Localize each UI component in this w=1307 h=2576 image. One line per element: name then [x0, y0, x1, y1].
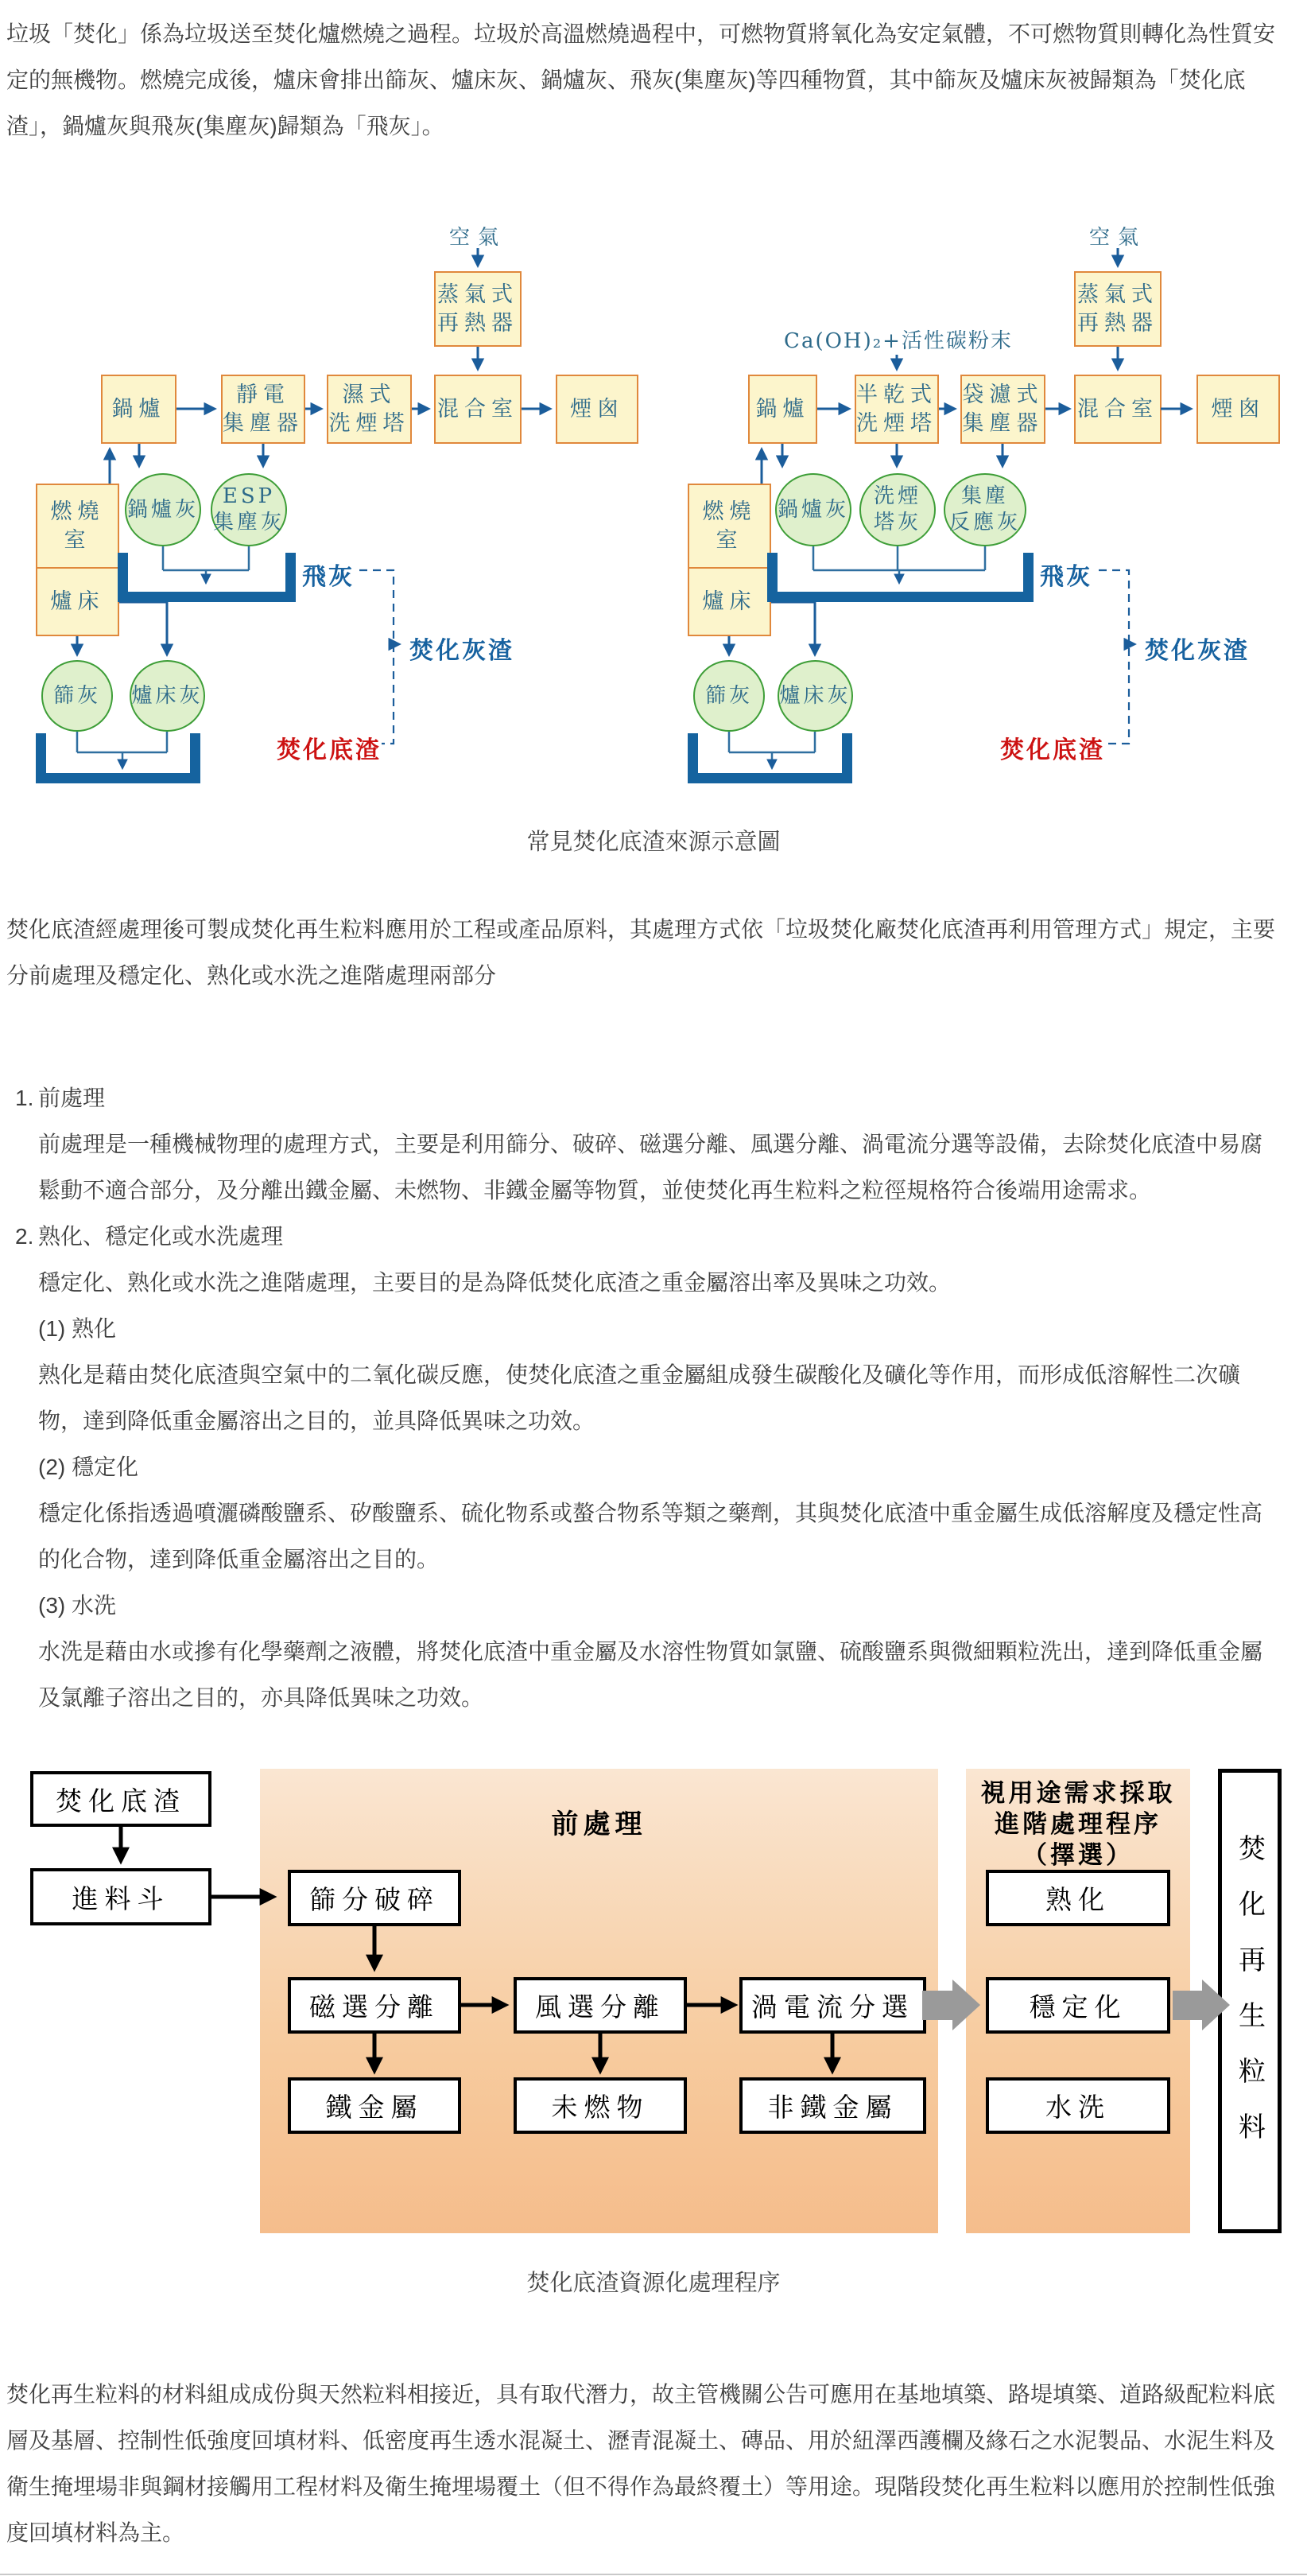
- circle-baghouse-ash-right: 集塵 反應灰: [944, 473, 1026, 546]
- sub-item-aging-label: (1) 熟化: [38, 1316, 117, 1341]
- bottom-ash-label-right: 焚化底渣: [1000, 736, 1105, 764]
- circle-scrubber-ash-right: 洗煙 塔灰: [859, 473, 936, 546]
- circle-sieve-ash-left: 篩灰: [41, 660, 113, 732]
- air-label-right: 空氣: [1088, 226, 1146, 250]
- box-reheater-left: 蒸氣式 再熱器: [434, 271, 522, 347]
- treatment-list: [0, 1075, 1307, 1721]
- list-item-number: 2.: [15, 1224, 34, 1249]
- circle-sieve-ash-right: 篩灰: [693, 660, 765, 732]
- sub-item-stabilization-body: 穩定化係指透過噴灑磷酸鹽系、矽酸鹽系、硫化物系或螯合物系等類之藥劑，其與焚化底渣中重金屬生成低溶解度及穩定性高的化合物，達到降低重金屬溶出之目的。: [38, 1501, 1263, 1572]
- box-boiler-left: 鍋爐: [101, 375, 176, 444]
- air-label-left: 空氣: [448, 226, 506, 250]
- combined-ash-label-left: 焚化灰渣: [409, 637, 514, 665]
- sub-item-washing-label: (3) 水洗: [38, 1593, 117, 1618]
- sub-item-stabilization-label: (2) 穩定化: [38, 1455, 139, 1479]
- box-combustion-right: 燃燒室: [688, 484, 771, 569]
- resource-process-diagram: [0, 1758, 1307, 2314]
- box-ferrous-metal: 鐵金屬: [288, 2077, 461, 2134]
- box-boiler-right: 鍋爐: [748, 375, 817, 444]
- box-reheater-right: 蒸氣式 再熱器: [1074, 271, 1162, 347]
- box-nonferrous-metal: 非鐵金屬: [739, 2077, 926, 2134]
- box-sieve-crush: 篩分破碎: [288, 1870, 461, 1926]
- box-wind-separation: 風選分離: [514, 1977, 687, 2034]
- list-item-body: 前處理是一種機械物理的處理方式，主要是利用篩分、破碎、磁選分離、風選分離、渦電流分選等設備，去除焚化底渣中易腐鬆動不適合部分，及分離出鐵金屬、未燃物、非鐵金屬等物質，並使焚化再生粒料之粒徑規格符合後端用途需求。: [38, 1132, 1263, 1203]
- circle-boiler-ash-left: 鍋爐灰: [125, 473, 201, 546]
- box-stack-right: 煙囪: [1196, 375, 1280, 444]
- box-magnetic-separation: 磁選分離: [288, 1977, 461, 2034]
- diagram2-caption: 焚化底渣資源化處理程序: [526, 2271, 781, 2296]
- list-item-body: 穩定化、熟化或水洗之進階處理，主要目的是為降低焚化底渣之重金屬溶出率及異味之功效。: [38, 1270, 952, 1295]
- diagram1-caption: 常見焚化底渣來源示意圖: [526, 830, 781, 855]
- box-feed-hopper: 進料斗: [30, 1868, 211, 1925]
- box-unburned: 未燃物: [514, 2077, 687, 2134]
- sub-item-washing-body: 水洗是藉由水或摻有化學藥劑之液體，將焚化底渣中重金屬及水溶性物質如氯鹽、硫酸鹽系與微細顆粒洗出，達到降低重金屬及氯離子溶出之目的，亦具降低異味之功效。: [38, 1639, 1263, 1710]
- box-eddy-current: 渦電流分選: [739, 1977, 926, 2034]
- fly-ash-label-right: 飛灰: [1040, 563, 1092, 591]
- box-baghouse-right: 袋濾式 集塵器: [960, 375, 1045, 444]
- box-mixing-room-left: 混合室: [434, 375, 522, 444]
- list-item-advanced: [0, 1214, 1264, 1721]
- fly-ash-label-left: 飛灰: [302, 563, 355, 591]
- box-recycled-aggregate: [1218, 1769, 1282, 2233]
- reagent-label-right: Ca(OH)₂+活性碳粉末: [784, 329, 1013, 353]
- box-esp-left: 靜電 集塵器: [221, 375, 305, 444]
- intro-paragraph: 垃圾「焚化」係為垃圾送至焚化爐燃燒之過程。垃圾於高溫燃燒過程中，可燃物質將氧化為安定氣體，不可燃物質則轉化為性質安定的無機物。燃燒完成後，爐床會排出篩灰、爐床灰、鍋爐灰、飛灰(集塵灰)等四種物質，其中篩灰及爐床灰被歸類為「焚化底渣」，鍋爐灰與飛灰(集塵灰)歸類為「飛灰」。: [6, 21, 1276, 138]
- box-stack-left: 煙囪: [556, 375, 638, 444]
- circle-esp-ash-left: ESP 集塵灰: [211, 473, 287, 546]
- box-semi-dry-scrubber-right: 半乾式 洗煙塔: [855, 375, 939, 444]
- combined-ash-label-right: 焚化灰渣: [1145, 637, 1250, 665]
- box-wet-scrubber-left: 濕式 洗煙塔: [327, 375, 412, 444]
- recycled-aggregate-label: 焚化再生粒料: [1233, 1834, 1266, 2168]
- box-grate-left: 爐床: [36, 567, 119, 636]
- sub-item-aging-body: 熟化是藉由焚化底渣與空氣中的二氧化碳反應，使焚化底渣之重金屬組成發生碳酸化及礦化等作用，而形成低溶解性二次礦物，達到降低重金屬溶出之目的，並具降低異味之功效。: [38, 1362, 1241, 1433]
- box-stabilization: 穩定化: [986, 1977, 1170, 2034]
- box-mixing-room-right: 混合室: [1074, 375, 1162, 444]
- outro-paragraph: 焚化再生粒料的材料組成成份與天然粒料相接近，具有取代潛力，故主管機關公告可應用在基地填築、路堤填築、道路級配粒料底層及基層、控制性低強度回填材料、低密度再生透水混凝土、瀝青混凝土、磚品、用於紐澤西護欄及緣石之水泥製品、水泥生料及衛生掩埋場非與鋼材接觸用工程材料及衛生掩埋場覆土（但不得作為最終覆土）等用途。現階段焚化再生粒料以應用於控制性低強度回填材料為主。: [6, 2382, 1276, 2545]
- advanced-panel-title: 視用途需求採取 進階處理程序 （擇選）: [980, 1779, 1176, 1870]
- bottom-divider: [0, 2574, 1307, 2575]
- list-item-number: 1.: [15, 1086, 34, 1110]
- middle-paragraph: 焚化底渣經處理後可製成焚化再生粒料應用於工程或產品原料，其處理方式依「垃圾焚化廠焚化底渣再利用管理方式」規定，主要分前處理及穩定化、熟化或水洗之進階處理兩部分: [6, 917, 1276, 988]
- circle-boiler-ash-right: 鍋爐灰: [775, 473, 851, 546]
- box-washing: 水洗: [986, 2077, 1170, 2134]
- box-combustion-left: 燃燒室: [36, 484, 119, 569]
- circle-grate-ash-left: 爐床灰: [130, 660, 205, 732]
- list-item-title: 前處理: [38, 1086, 106, 1110]
- list-item-pretreatment: [0, 1075, 1264, 1214]
- ash-source-diagram: [0, 215, 1307, 819]
- box-grate-right: 爐床: [688, 567, 771, 636]
- list-item-title: 熟化、穩定化或水洗處理: [38, 1224, 284, 1249]
- bottom-ash-label-left: 焚化底渣: [277, 736, 382, 764]
- box-aging: 熟化: [986, 1870, 1170, 1926]
- pretreatment-title: 前處理: [551, 1809, 647, 1840]
- box-bottom-ash: 焚化底渣: [30, 1771, 211, 1827]
- circle-grate-ash-right: 爐床灰: [778, 660, 853, 732]
